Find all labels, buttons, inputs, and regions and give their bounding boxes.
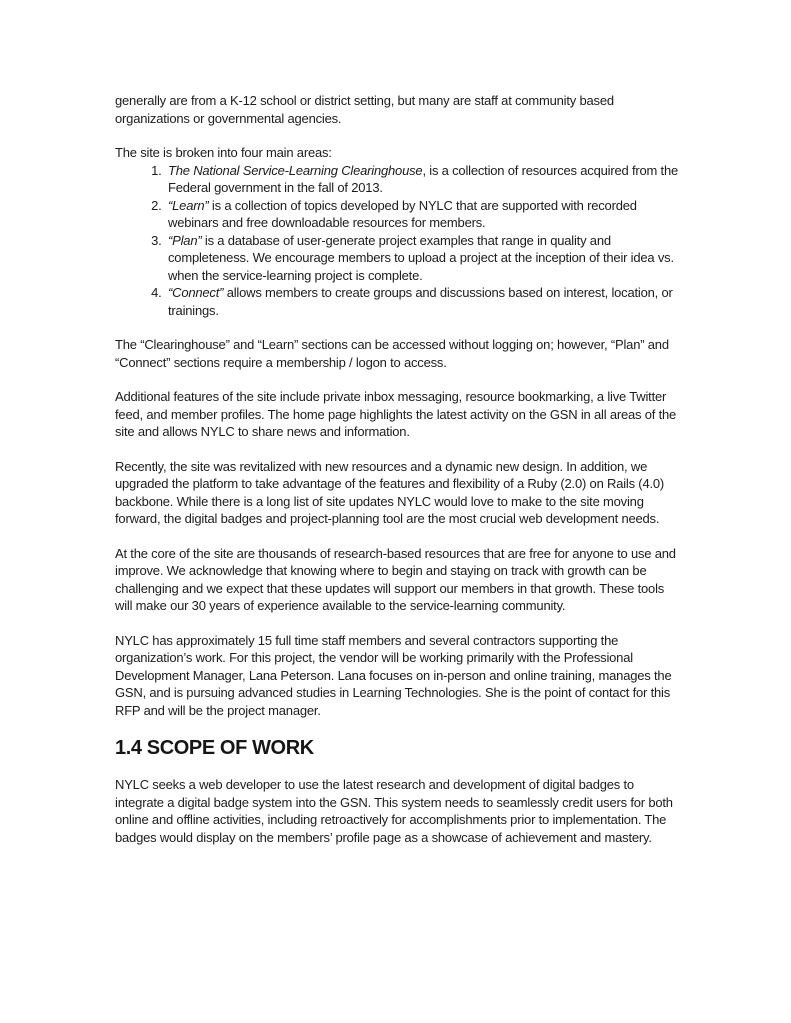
paragraph-features: Additional features of the site include private inbox messaging, resource bookmarking, a live Twitter feed, and member profiles. The home page highlights the latest activity on the GSN in all areas of the site and allows NYLC to share news and information. [115, 389, 677, 439]
paragraph-areas-intro: The site is broken into four main areas: [115, 145, 332, 160]
paragraph-access: The “Clearinghouse” and “Learn” sections can be accessed without logging on; however, “Plan” and “Connect” sections require a membership / logon to access. [115, 337, 669, 370]
paragraph-staff: NYLC has approximately 15 full time staff members and several contractors supporting the organization’s work. For this project, the vendor will be working primarily with the Professional Development Manager, Lana Peterson. Lana focuses on in-person and online training, manages the GSN, and is pursuing advanced studies in Learning Technologies. She is the point of contact for this RFP and will be the project manager. [115, 632, 672, 718]
paragraph-scope-of-work: NYLC seeks a web developer to use the latest research and development of digital badges to integrate a digital badge system into the GSN. This system needs to seamlessly credit users for both online and offline activities, including retroactively for accomplishments prior to implementation. The badges would display on the members’ profile page as a showcase of achievement and mastery. [115, 777, 673, 845]
list-item-lead: “Learn” [168, 197, 209, 213]
list-item-lead: “Connect” [168, 285, 224, 300]
areas-list [115, 162, 681, 320]
list-item-text: , is a collection of resources acquired from the Federal government in the fall of 2013. [168, 162, 679, 195]
list-item-plan [165, 232, 681, 285]
list-item-clearinghouse [165, 162, 681, 197]
document-page [115, 92, 681, 863]
section-heading-scope-of-work: 1.4 SCOPE OF WORK [115, 737, 314, 759]
list-item-text: is a database of user-generate project examples that range in quality and completeness. We encourage members to upload a project at the inception of their idea vs. when the service-learning project is complete. [168, 232, 674, 283]
paragraph-core-resources: At the core of the site are thousands of research-based resources that are free for anyone to use and improve. We acknowledge that knowing where to begin and staying on track with growth can be challenging and we expect that these updates will support our members in that growth. These tools will make our 30 years of experience available to the service-learning community. [115, 545, 676, 613]
list-item-connect [165, 284, 681, 319]
list-item-text: is a collection of topics developed by NYLC that are supported with recorded webinars and free downloadable resources for members. [168, 197, 637, 230]
list-item-learn [165, 197, 681, 232]
paragraph-audience: generally are from a K-12 school or district setting, but many are staff at community based organizations or governmental agencies. [115, 93, 614, 126]
list-item-lead: “Plan” [168, 232, 202, 248]
list-item-lead: The National Service-Learning Clearinghouse [168, 162, 423, 178]
list-item-text: allows members to create groups and discussions based on interest, location, or trainings. [168, 285, 673, 318]
paragraph-revitalized: Recently, the site was revitalized with new resources and a dynamic new design. In addition, we upgraded the platform to take advantage of the features and flexibility of a Ruby (2.0) on Rails (4.0) backbone. While there is a long list of site updates NYLC would love to make to the site moving forward, the digital badges and project-planning tool are the most crucial web development needs. [115, 458, 665, 526]
